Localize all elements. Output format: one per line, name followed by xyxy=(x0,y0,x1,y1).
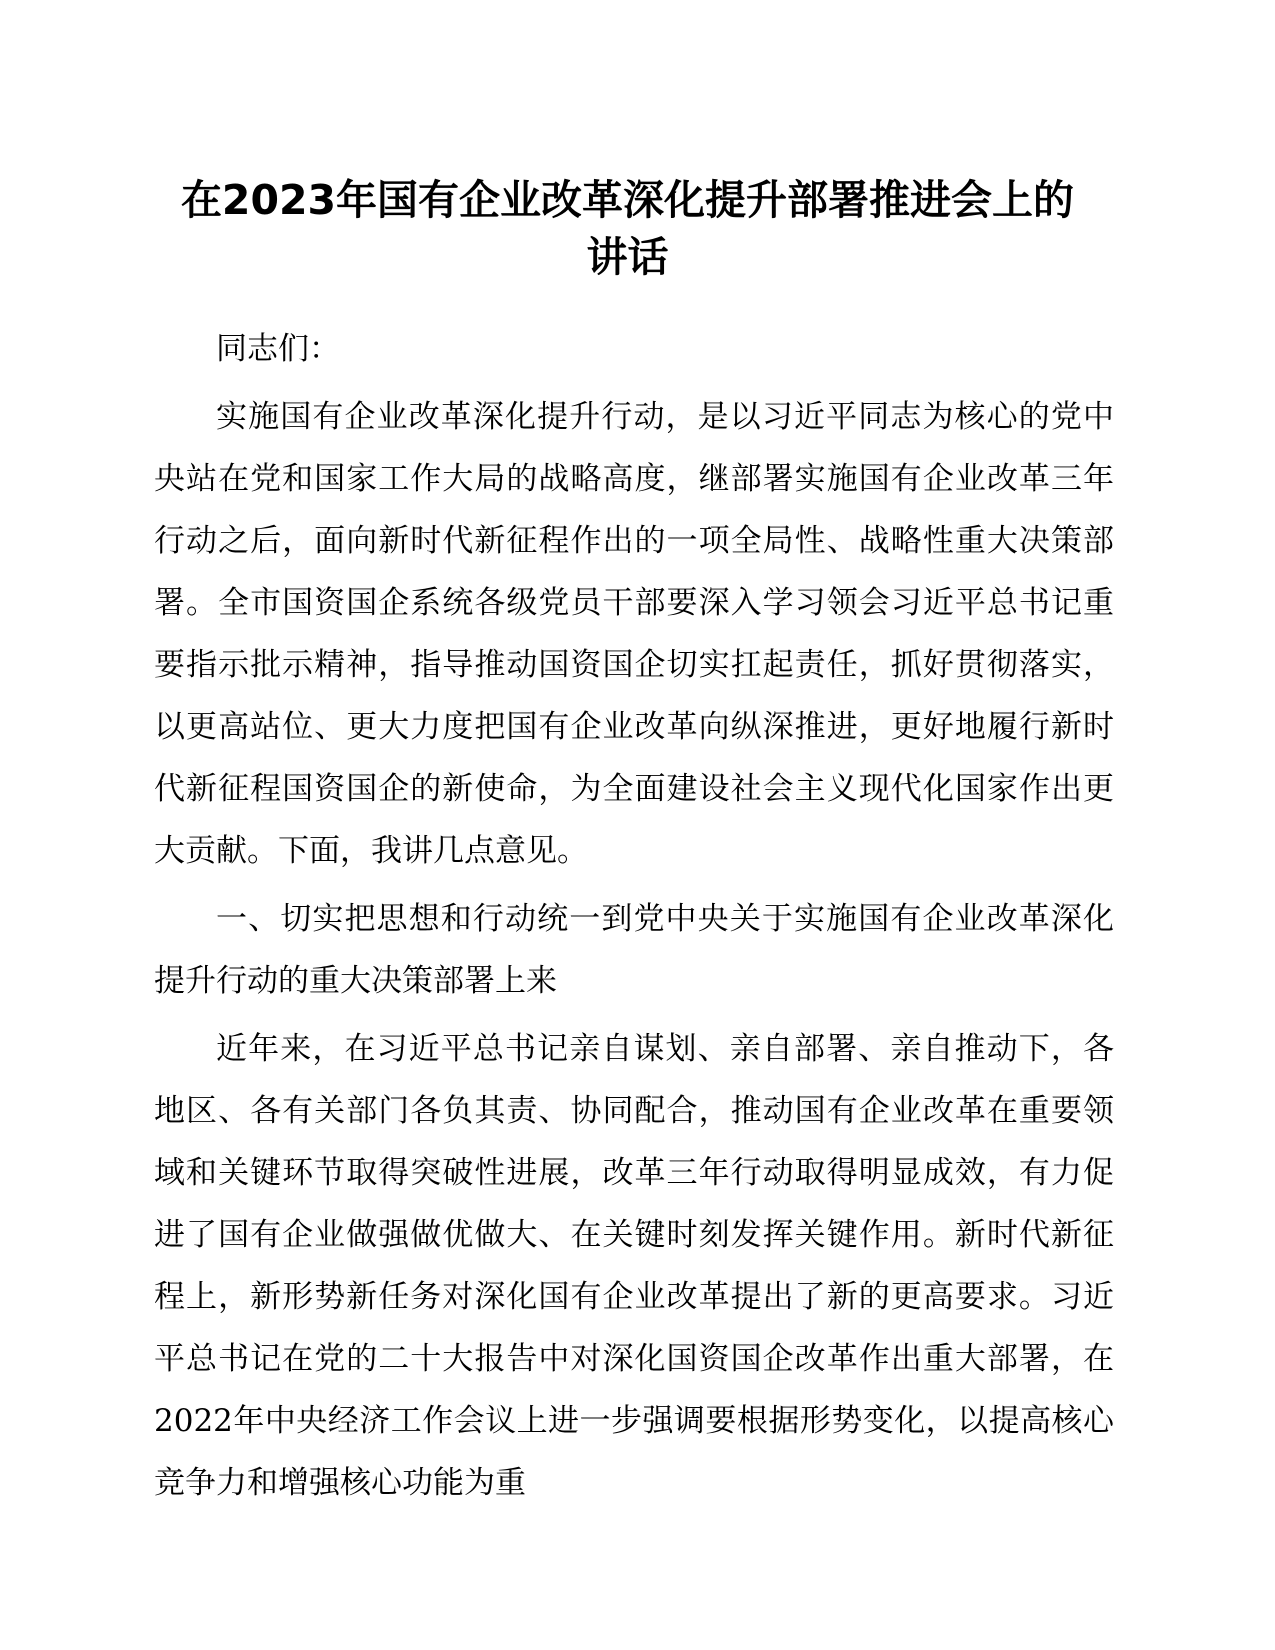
paragraph-intro: 实施国有企业改革深化提升行动，是以习近平同志为核心的党中央站在党和国家工作大局的战略高度，继部署实施国有企业改革三年行动之后，面向新时代新征程作出的一项全局性、战略性重大决策部署。全市国资国企系统各级党员干部要深入学习领会习近平总书记重要指示批示精神，指导推动国资国企切实扛起责任，抓好贯彻落实，以更高站位、更大力度把国有企业改革向纵深推进，更好地履行新时代新征程国资国企的新使命，为全面建设社会主义现代化国家作出更大贡献。下面，我讲几点意见。 xyxy=(154,399,1114,869)
title-line-1: 在2023年国有企业改革深化提升部署推进会上的 xyxy=(180,176,1075,224)
section-heading-1: 一、切实把思想和行动统一到党中央关于实施国有企业改革深化提升行动的重大决策部署上来 xyxy=(154,901,1114,999)
document-body xyxy=(154,318,1114,1514)
paragraph-section-1: 近年来，在习近平总书记亲自谋划、亲自部署、亲自推动下，各地区、各有关部门各负其责、协同配合，推动国有企业改革在重要领域和关键环节取得突破性进展，改革三年行动取得明显成效，有力促进了国有企业做强做优做大、在关键时刻发挥关键作用。新时代新征程上，新形势新任务对深化国有企业改革提出了新的更高要求。习近平总书记在党的二十大报告中对深化国资国企改革作出重大部署，在2022年中央经济工作会议上进一步强调要根据形势变化，以提高核心竞争力和增强核心功能为重 xyxy=(154,1031,1114,1501)
document-title xyxy=(140,172,1115,286)
salutation: 同志们： xyxy=(216,331,340,367)
title-line-2: 讲话 xyxy=(586,233,669,281)
